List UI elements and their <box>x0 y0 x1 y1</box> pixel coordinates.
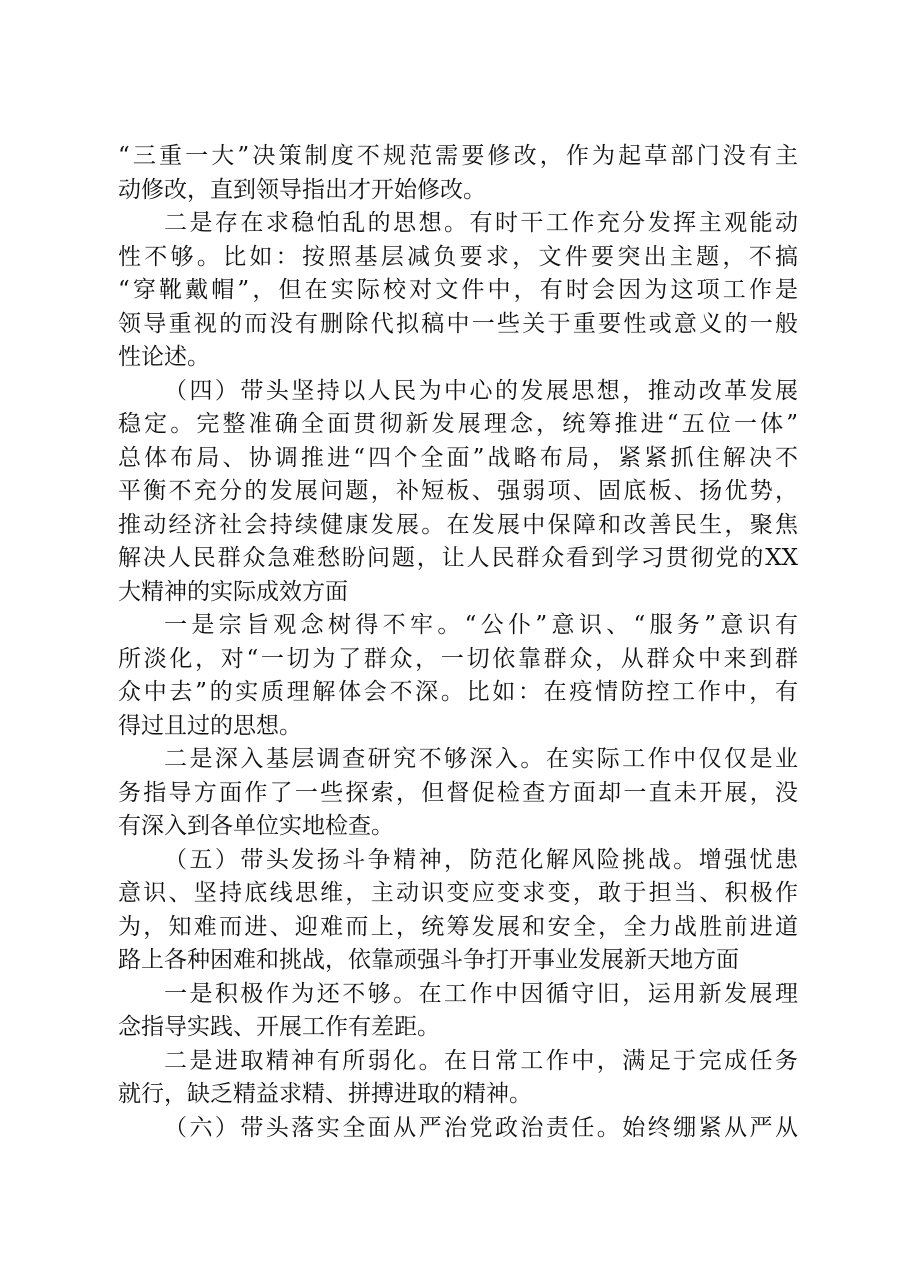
text-line: 二是深入基层调查研究不够深入。在实际工作中仅仅是业 <box>164 746 798 772</box>
paragraph <box>118 609 798 743</box>
text-line: 总体布局、协调推进“四个全面”战略布局，紧紧抓住解决不 <box>118 444 798 471</box>
text-line: 意识、坚持底线思维，主动识变应变求变，敢于担当、积极作 <box>118 880 798 906</box>
text-line: 一是宗旨观念树得不牢。“公仆”意识、“服务”意识有 <box>164 612 798 638</box>
text-line: 一是积极作为还不够。在工作中因循守旧，运用新发展理 <box>164 980 798 1007</box>
text-line: 性论述。 <box>118 344 210 370</box>
text-line: 平衡不充分的发展问题，补短板、强弱项、固底板、扬优势， <box>118 478 798 504</box>
text-line: “穿靴戴帽”，但在实际校对文件中，有时会因为这项工作是 <box>118 277 798 303</box>
text-line: 路上各种困难和挑战，依靠顽强斗争打开事业发展新天地方面 <box>118 947 739 973</box>
text-line: 务指导方面作了一些探索，但督促检查方面却一直未开展，没 <box>118 779 798 806</box>
text-line: 得过且过的思想。 <box>118 712 302 739</box>
text-line: 就行，缺乏精益求精、拼搏进取的精神。 <box>118 1081 532 1107</box>
text-line: （六）带头落实全面从严治党政治责任。始终绷紧从严从 <box>164 1114 798 1141</box>
text-line: 为，知难而进、迎难而上，统筹发展和安全，全力战胜前进道 <box>118 913 798 940</box>
paragraph <box>118 978 798 1045</box>
text-line: 有深入到各单位实地检查。 <box>118 813 394 839</box>
text-line: 念指导实践、开展工作有差距。 <box>118 1014 440 1040</box>
document-page <box>118 140 798 1145</box>
text-line: 解决人民群众急难愁盼问题，让人民群众看到学习贯彻党的XX <box>118 545 798 571</box>
text-line: （五）带头发扬斗争精神，防范化解风险挑战。增强忧患 <box>164 846 798 873</box>
text-line: 领导重视的而没有删除代拟稿中一些关于重要性或意义的一般 <box>118 310 798 337</box>
paragraph <box>118 207 798 375</box>
text-line: 稳定。完整准确全面贯彻新发展理念，统筹推进“五位一体” <box>118 411 798 437</box>
text-line: 大精神的实际成效方面 <box>118 578 348 605</box>
paragraph <box>118 1045 798 1112</box>
text-line: 推动经济社会持续健康发展。在发展中保障和改善民生，聚焦 <box>118 511 798 538</box>
text-line: 性不够。比如：按照基层减负要求，文件要突出主题，不搞 <box>118 243 798 270</box>
text-line: 所淡化，对“一切为了群众，一切依靠群众，从群众中来到群 <box>118 645 798 672</box>
text-line: 二是存在求稳怕乱的思想。有时干工作充分发挥主观能动 <box>164 210 798 236</box>
text-line: “三重一大”决策制度不规范需要修改，作为起草部门没有主 <box>118 143 798 169</box>
paragraph <box>118 375 798 610</box>
text-line: 二是进取精神有所弱化。在日常工作中，满足于完成任务 <box>164 1047 798 1074</box>
paragraph <box>118 140 798 207</box>
paragraph <box>118 844 798 978</box>
text-line: 众中去”的实质理解体会不深。比如：在疫情防控工作中，有 <box>118 679 798 705</box>
text-line: 动修改，直到领导指出才开始修改。 <box>118 176 486 203</box>
paragraph <box>118 1112 798 1146</box>
text-line: （四）带头坚持以人民为中心的发展思想，推动改革发展 <box>164 377 798 404</box>
paragraph <box>118 743 798 844</box>
